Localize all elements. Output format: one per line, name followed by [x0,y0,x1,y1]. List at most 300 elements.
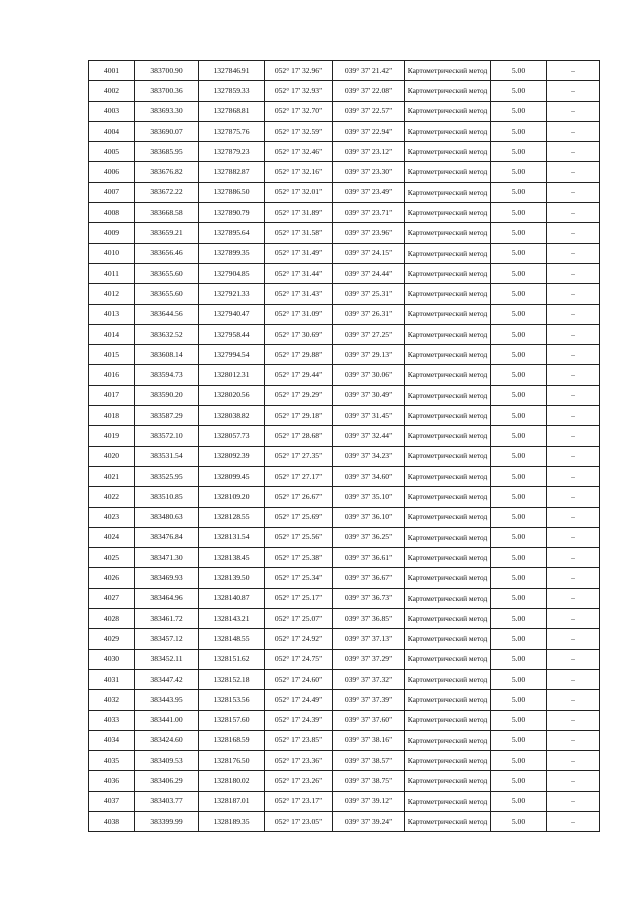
latitude-cell: 052° 17' 32.93" [265,81,333,101]
accuracy-cell: 5.00 [491,710,547,730]
y-coordinate-cell: 1328168.59 [199,730,265,750]
method-cell: Картометрический метод [405,426,491,446]
point-number-cell: 4029 [89,629,135,649]
method-cell: Картометрический метод [405,324,491,344]
y-coordinate-cell: 1328148.55 [199,629,265,649]
y-coordinate-cell: 1327895.64 [199,223,265,243]
accuracy-cell: 5.00 [491,203,547,223]
accuracy-cell: 5.00 [491,487,547,507]
x-coordinate-cell: 383700.90 [135,61,199,81]
latitude-cell: 052° 17' 23.85" [265,730,333,750]
method-cell: Картометрический метод [405,527,491,547]
longitude-cell: 039° 37' 24.15" [333,243,405,263]
point-number-cell: 4002 [89,81,135,101]
method-cell: Картометрический метод [405,345,491,365]
x-coordinate-cell: 383655.60 [135,263,199,283]
note-cell: – [547,243,600,263]
latitude-cell: 052° 17' 23.36" [265,751,333,771]
longitude-cell: 039° 37' 32.44" [333,426,405,446]
accuracy-cell: 5.00 [491,304,547,324]
accuracy-cell: 5.00 [491,142,547,162]
accuracy-cell: 5.00 [491,446,547,466]
accuracy-cell: 5.00 [491,568,547,588]
method-cell: Картометрический метод [405,385,491,405]
x-coordinate-cell: 383676.82 [135,162,199,182]
x-coordinate-cell: 383690.07 [135,121,199,141]
latitude-cell: 052° 17' 32.70" [265,101,333,121]
latitude-cell: 052° 17' 28.68" [265,426,333,446]
method-cell: Картометрический метод [405,466,491,486]
x-coordinate-cell: 383452.11 [135,649,199,669]
x-coordinate-cell: 383590.20 [135,385,199,405]
note-cell: – [547,771,600,791]
x-coordinate-cell: 383685.95 [135,142,199,162]
note-cell: – [547,446,600,466]
accuracy-cell: 5.00 [491,811,547,831]
longitude-cell: 039° 37' 37.32" [333,669,405,689]
longitude-cell: 039° 37' 25.31" [333,284,405,304]
method-cell: Картометрический метод [405,791,491,811]
latitude-cell: 052° 17' 27.17" [265,466,333,486]
note-cell: – [547,527,600,547]
table-row [89,365,600,385]
accuracy-cell: 5.00 [491,406,547,426]
longitude-cell: 039° 37' 34.60" [333,466,405,486]
x-coordinate-cell: 383399.99 [135,811,199,831]
point-number-cell: 4018 [89,406,135,426]
latitude-cell: 052° 17' 30.69" [265,324,333,344]
table-row [89,81,600,101]
method-cell: Картометрический метод [405,446,491,466]
y-coordinate-cell: 1327868.81 [199,101,265,121]
longitude-cell: 039° 37' 37.60" [333,710,405,730]
method-cell: Картометрический метод [405,751,491,771]
latitude-cell: 052° 17' 32.96" [265,61,333,81]
y-coordinate-cell: 1328092.39 [199,446,265,466]
point-number-cell: 4009 [89,223,135,243]
y-coordinate-cell: 1328109.20 [199,487,265,507]
point-number-cell: 4019 [89,426,135,446]
y-coordinate-cell: 1327904.85 [199,263,265,283]
note-cell: – [547,568,600,588]
point-number-cell: 4026 [89,568,135,588]
note-cell: – [547,669,600,689]
latitude-cell: 052° 17' 25.07" [265,609,333,629]
table-row [89,263,600,283]
latitude-cell: 052° 17' 31.49" [265,243,333,263]
table-row [89,203,600,223]
point-number-cell: 4011 [89,263,135,283]
longitude-cell: 039° 37' 26.31" [333,304,405,324]
accuracy-cell: 5.00 [491,345,547,365]
table-row [89,771,600,791]
point-number-cell: 4017 [89,385,135,405]
x-coordinate-cell: 383655.60 [135,284,199,304]
note-cell: – [547,324,600,344]
point-number-cell: 4006 [89,162,135,182]
note-cell: – [547,426,600,446]
table-row [89,101,600,121]
accuracy-cell: 5.00 [491,385,547,405]
x-coordinate-cell: 383531.54 [135,446,199,466]
point-number-cell: 4001 [89,61,135,81]
accuracy-cell: 5.00 [491,223,547,243]
point-number-cell: 4033 [89,710,135,730]
y-coordinate-cell: 1327890.79 [199,203,265,223]
x-coordinate-cell: 383443.95 [135,690,199,710]
point-number-cell: 4015 [89,345,135,365]
accuracy-cell: 5.00 [491,426,547,446]
accuracy-cell: 5.00 [491,466,547,486]
note-cell: – [547,649,600,669]
x-coordinate-cell: 383656.46 [135,243,199,263]
table-row [89,649,600,669]
table-row [89,182,600,202]
y-coordinate-cell: 1328176.50 [199,751,265,771]
x-coordinate-cell: 383644.56 [135,304,199,324]
y-coordinate-cell: 1328180.02 [199,771,265,791]
y-coordinate-cell: 1328140.87 [199,588,265,608]
x-coordinate-cell: 383469.93 [135,568,199,588]
accuracy-cell: 5.00 [491,527,547,547]
table-row [89,426,600,446]
latitude-cell: 052° 17' 24.75" [265,649,333,669]
y-coordinate-cell: 1328157.60 [199,710,265,730]
latitude-cell: 052° 17' 25.17" [265,588,333,608]
y-coordinate-cell: 1328189.35 [199,811,265,831]
note-cell: – [547,81,600,101]
point-number-cell: 4036 [89,771,135,791]
accuracy-cell: 5.00 [491,182,547,202]
point-number-cell: 4012 [89,284,135,304]
note-cell: – [547,182,600,202]
note-cell: – [547,406,600,426]
note-cell: – [547,751,600,771]
longitude-cell: 039° 37' 35.10" [333,487,405,507]
note-cell: – [547,710,600,730]
latitude-cell: 052° 17' 32.16" [265,162,333,182]
method-cell: Картометрический метод [405,365,491,385]
y-coordinate-cell: 1328128.55 [199,507,265,527]
y-coordinate-cell: 1327882.87 [199,162,265,182]
accuracy-cell: 5.00 [491,121,547,141]
longitude-cell: 039° 37' 23.30" [333,162,405,182]
y-coordinate-cell: 1328012.31 [199,365,265,385]
longitude-cell: 039° 37' 38.16" [333,730,405,750]
note-cell: – [547,365,600,385]
x-coordinate-cell: 383659.21 [135,223,199,243]
y-coordinate-cell: 1328139.50 [199,568,265,588]
note-cell: – [547,588,600,608]
note-cell: – [547,690,600,710]
longitude-cell: 039° 37' 37.39" [333,690,405,710]
method-cell: Картометрический метод [405,162,491,182]
method-cell: Картометрический метод [405,690,491,710]
accuracy-cell: 5.00 [491,548,547,568]
note-cell: – [547,730,600,750]
accuracy-cell: 5.00 [491,61,547,81]
point-number-cell: 4030 [89,649,135,669]
longitude-cell: 039° 37' 23.12" [333,142,405,162]
point-number-cell: 4021 [89,466,135,486]
point-number-cell: 4032 [89,690,135,710]
method-cell: Картометрический метод [405,568,491,588]
x-coordinate-cell: 383424.60 [135,730,199,750]
point-number-cell: 4037 [89,791,135,811]
latitude-cell: 052° 17' 32.46" [265,142,333,162]
note-cell: – [547,609,600,629]
coordinates-table-body [89,61,600,832]
x-coordinate-cell: 383587.29 [135,406,199,426]
point-number-cell: 4024 [89,527,135,547]
method-cell: Картометрический метод [405,61,491,81]
y-coordinate-cell: 1328152.18 [199,669,265,689]
latitude-cell: 052° 17' 29.29" [265,385,333,405]
accuracy-cell: 5.00 [491,690,547,710]
method-cell: Картометрический метод [405,771,491,791]
x-coordinate-cell: 383594.73 [135,365,199,385]
table-row [89,345,600,365]
method-cell: Картометрический метод [405,203,491,223]
x-coordinate-cell: 383700.36 [135,81,199,101]
longitude-cell: 039° 37' 30.49" [333,385,405,405]
longitude-cell: 039° 37' 36.85" [333,609,405,629]
x-coordinate-cell: 383406.29 [135,771,199,791]
note-cell: – [547,345,600,365]
y-coordinate-cell: 1327958.44 [199,324,265,344]
longitude-cell: 039° 37' 29.13" [333,345,405,365]
latitude-cell: 052° 17' 23.05" [265,811,333,831]
table-row [89,791,600,811]
longitude-cell: 039° 37' 22.94" [333,121,405,141]
x-coordinate-cell: 383510.85 [135,487,199,507]
latitude-cell: 052° 17' 25.34" [265,568,333,588]
point-number-cell: 4038 [89,811,135,831]
table-row [89,730,600,750]
coordinates-table [88,60,600,832]
note-cell: – [547,548,600,568]
method-cell: Картометрический метод [405,548,491,568]
longitude-cell: 039° 37' 23.96" [333,223,405,243]
point-number-cell: 4013 [89,304,135,324]
point-number-cell: 4023 [89,507,135,527]
method-cell: Картометрический метод [405,649,491,669]
table-row [89,690,600,710]
accuracy-cell: 5.00 [491,669,547,689]
latitude-cell: 052° 17' 24.60" [265,669,333,689]
note-cell: – [547,142,600,162]
longitude-cell: 039° 37' 34.23" [333,446,405,466]
accuracy-cell: 5.00 [491,284,547,304]
accuracy-cell: 5.00 [491,771,547,791]
y-coordinate-cell: 1327940.47 [199,304,265,324]
table-row [89,507,600,527]
latitude-cell: 052° 17' 24.92" [265,629,333,649]
y-coordinate-cell: 1327859.33 [199,81,265,101]
x-coordinate-cell: 383461.72 [135,609,199,629]
y-coordinate-cell: 1328038.82 [199,406,265,426]
table-row [89,568,600,588]
y-coordinate-cell: 1328143.21 [199,609,265,629]
accuracy-cell: 5.00 [491,81,547,101]
table-row [89,446,600,466]
point-number-cell: 4005 [89,142,135,162]
longitude-cell: 039° 37' 36.73" [333,588,405,608]
table-row [89,162,600,182]
table-row [89,223,600,243]
method-cell: Картометрический метод [405,223,491,243]
point-number-cell: 4025 [89,548,135,568]
method-cell: Картометрический метод [405,142,491,162]
y-coordinate-cell: 1328057.73 [199,426,265,446]
accuracy-cell: 5.00 [491,101,547,121]
latitude-cell: 052° 17' 29.44" [265,365,333,385]
x-coordinate-cell: 383476.84 [135,527,199,547]
y-coordinate-cell: 1328153.56 [199,690,265,710]
method-cell: Картометрический метод [405,81,491,101]
y-coordinate-cell: 1327994.54 [199,345,265,365]
longitude-cell: 039° 37' 22.08" [333,81,405,101]
longitude-cell: 039° 37' 36.10" [333,507,405,527]
accuracy-cell: 5.00 [491,751,547,771]
longitude-cell: 039° 37' 36.25" [333,527,405,547]
y-coordinate-cell: 1328099.45 [199,466,265,486]
y-coordinate-cell: 1328187.01 [199,791,265,811]
note-cell: – [547,61,600,81]
point-number-cell: 4004 [89,121,135,141]
table-row [89,466,600,486]
table-row [89,304,600,324]
table-row [89,629,600,649]
y-coordinate-cell: 1327875.76 [199,121,265,141]
method-cell: Картометрический метод [405,710,491,730]
accuracy-cell: 5.00 [491,588,547,608]
note-cell: – [547,811,600,831]
point-number-cell: 4020 [89,446,135,466]
point-number-cell: 4028 [89,609,135,629]
table-row [89,751,600,771]
point-number-cell: 4008 [89,203,135,223]
longitude-cell: 039° 37' 38.75" [333,771,405,791]
y-coordinate-cell: 1327886.50 [199,182,265,202]
method-cell: Картометрический метод [405,243,491,263]
latitude-cell: 052° 17' 31.89" [265,203,333,223]
point-number-cell: 4022 [89,487,135,507]
table-row [89,710,600,730]
y-coordinate-cell: 1328131.54 [199,527,265,547]
accuracy-cell: 5.00 [491,507,547,527]
latitude-cell: 052° 17' 27.35" [265,446,333,466]
longitude-cell: 039° 37' 37.29" [333,649,405,669]
latitude-cell: 052° 17' 24.39" [265,710,333,730]
point-number-cell: 4016 [89,365,135,385]
y-coordinate-cell: 1327879.23 [199,142,265,162]
table-row [89,406,600,426]
method-cell: Картометрический метод [405,609,491,629]
method-cell: Картометрический метод [405,263,491,283]
method-cell: Картометрический метод [405,182,491,202]
point-number-cell: 4035 [89,751,135,771]
y-coordinate-cell: 1327921.33 [199,284,265,304]
latitude-cell: 052° 17' 25.38" [265,548,333,568]
point-number-cell: 4034 [89,730,135,750]
x-coordinate-cell: 383525.95 [135,466,199,486]
note-cell: – [547,162,600,182]
method-cell: Картометрический метод [405,730,491,750]
table-row [89,61,600,81]
note-cell: – [547,223,600,243]
x-coordinate-cell: 383471.30 [135,548,199,568]
note-cell: – [547,121,600,141]
point-number-cell: 4010 [89,243,135,263]
y-coordinate-cell: 1328151.62 [199,649,265,669]
method-cell: Картометрический метод [405,304,491,324]
table-row [89,609,600,629]
x-coordinate-cell: 383668.58 [135,203,199,223]
longitude-cell: 039° 37' 39.24" [333,811,405,831]
longitude-cell: 039° 37' 36.67" [333,568,405,588]
accuracy-cell: 5.00 [491,791,547,811]
y-coordinate-cell: 1328020.56 [199,385,265,405]
note-cell: – [547,507,600,527]
method-cell: Картометрический метод [405,487,491,507]
method-cell: Картометрический метод [405,669,491,689]
table-row [89,487,600,507]
table-row [89,811,600,831]
accuracy-cell: 5.00 [491,365,547,385]
longitude-cell: 039° 37' 27.25" [333,324,405,344]
method-cell: Картометрический метод [405,121,491,141]
longitude-cell: 039° 37' 31.45" [333,406,405,426]
table-row [89,527,600,547]
x-coordinate-cell: 383480.63 [135,507,199,527]
longitude-cell: 039° 37' 30.06" [333,365,405,385]
accuracy-cell: 5.00 [491,243,547,263]
x-coordinate-cell: 383693.30 [135,101,199,121]
longitude-cell: 039° 37' 39.12" [333,791,405,811]
latitude-cell: 052° 17' 26.67" [265,487,333,507]
longitude-cell: 039° 37' 22.57" [333,101,405,121]
y-coordinate-cell: 1327899.35 [199,243,265,263]
longitude-cell: 039° 37' 24.44" [333,263,405,283]
method-cell: Картометрический метод [405,101,491,121]
latitude-cell: 052° 17' 32.01" [265,182,333,202]
longitude-cell: 039° 37' 23.49" [333,182,405,202]
latitude-cell: 052° 17' 23.17" [265,791,333,811]
point-number-cell: 4031 [89,669,135,689]
table-row [89,548,600,568]
point-number-cell: 4007 [89,182,135,202]
latitude-cell: 052° 17' 31.58" [265,223,333,243]
note-cell: – [547,487,600,507]
y-coordinate-cell: 1327846.91 [199,61,265,81]
latitude-cell: 052° 17' 29.18" [265,406,333,426]
latitude-cell: 052° 17' 25.56" [265,527,333,547]
accuracy-cell: 5.00 [491,649,547,669]
latitude-cell: 052° 17' 31.43" [265,284,333,304]
x-coordinate-cell: 383632.52 [135,324,199,344]
point-number-cell: 4014 [89,324,135,344]
latitude-cell: 052° 17' 24.49" [265,690,333,710]
note-cell: – [547,101,600,121]
x-coordinate-cell: 383409.53 [135,751,199,771]
longitude-cell: 039° 37' 38.57" [333,751,405,771]
method-cell: Картометрический метод [405,588,491,608]
table-row [89,243,600,263]
latitude-cell: 052° 17' 23.26" [265,771,333,791]
method-cell: Картометрический метод [405,629,491,649]
point-number-cell: 4003 [89,101,135,121]
